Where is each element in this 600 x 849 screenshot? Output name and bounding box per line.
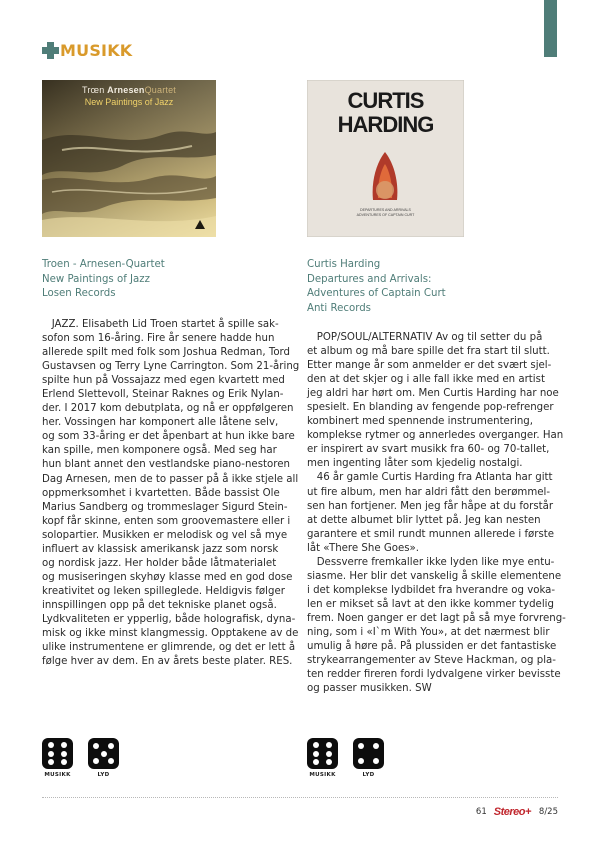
album-cover-art-2 (307, 80, 464, 237)
body-line: Dag Arnesen, men de to passer på å ikke stjele all (42, 473, 299, 485)
body-line: spesielt. En blanding av fengende pop-refrenger (307, 402, 554, 414)
rating-label: LYD (97, 772, 110, 778)
rating-block-2 (307, 738, 399, 778)
body-line: Erlend Slettevoll, Steinar Raknes og Erik Nylan- (42, 389, 284, 401)
body-line: kreativitet og leken spilleglede. Heldigvis følger (42, 585, 285, 597)
section-title: MUSIKK (60, 41, 133, 60)
issue-number: 8/25 (538, 807, 558, 817)
dice-pip (358, 743, 364, 749)
body-line: oppmerksomhet i kvartetten. Både bassist Ole (42, 487, 280, 499)
body-line: er inspirert av svart musikk fra 60- og 70-tallet, (307, 444, 550, 456)
body-line: POP/SOUL/ALTERNATIV Av og til setter du på (307, 332, 543, 343)
cover-artist-line (42, 85, 216, 95)
record-label: Anti Records (307, 302, 371, 314)
body-line: i det komplekse lydbildet fra hverandre og voka- (307, 584, 556, 596)
dice-pip (93, 758, 99, 764)
dice-pip (326, 742, 332, 748)
dice-pip (373, 758, 379, 764)
body-line: garantere et smil rundt munnen allerede i første (307, 528, 555, 540)
body-line: innspillingen opp på det tekniske planet også. (42, 599, 277, 611)
body-line: influert av klassisk amerikansk jazz som norsk (42, 543, 279, 555)
dice-pip (313, 751, 319, 757)
artist-name: Curtis Harding (307, 259, 381, 270)
body-line: solopartier. Musikken er melodisk og vel så mye (42, 529, 288, 541)
record-label: Losen Records (42, 288, 116, 300)
body-line: at dette albumet blir lyttet på. Jeg kan nesten (307, 514, 541, 526)
body-line: kan spille, men komponere også. Med seg har (42, 445, 277, 457)
cover-title-line1: CURTIS (347, 88, 424, 113)
album-title: Departures and Arrivals: (307, 273, 432, 285)
cover-album-title: New Paintings of Jazz (84, 97, 174, 107)
dice-pip (358, 758, 364, 764)
dice-pip (48, 759, 54, 765)
cover-subtitle-1: DEPARTURES AND ARRIVALS (360, 208, 411, 212)
cover-artist-3: Quartet (144, 85, 176, 95)
body-line: og nordisk jazz. Her holder både låtmaterialet (42, 557, 277, 569)
body-line: frem. Noen ganger er det lagt på så mye forvreng- (307, 612, 566, 624)
body-line: ning, som i «I`m With You», at det nærmest blir (307, 626, 550, 638)
review-body-2 (307, 331, 566, 696)
body-line: Lydkvaliteten er ypperlig, både holografisk, dyna- (42, 613, 296, 625)
body-line: sen han fortjener. Men jeg får håpe at du forstår (307, 500, 554, 512)
body-line: den at det skjer og i alle fall ikke med en artist (307, 374, 545, 386)
artist-name: Troen - Arnesen-Quartet (42, 259, 165, 270)
dice-pip (373, 743, 379, 749)
rating-music (42, 738, 73, 778)
body-line: Dessverre fremkaller ikke lyden like mye entu- (307, 556, 555, 568)
body-line: hun blant annet den vestlandske piano-nestoren (42, 459, 290, 471)
dice-pip (48, 742, 54, 748)
rating-music (307, 738, 338, 778)
dice-pip (61, 751, 67, 757)
plus-icon (42, 42, 59, 59)
body-line: allerede spilt med folk som Joshua Redman, Tord (42, 347, 291, 359)
dice-pip (326, 759, 332, 765)
body-line: kombinert med spennende instrumentering, (307, 416, 534, 428)
dice-pip (93, 743, 99, 749)
body-line: Gustavsen og Terry Lyne Carrington. Som 21-åring (42, 361, 300, 373)
dice-pip (326, 751, 332, 757)
review-body-1 (42, 318, 300, 669)
body-line: sofon som 16-åring. Fire år senere hadde hun (42, 333, 275, 345)
page-footer (476, 806, 558, 818)
top-edge-tab (544, 0, 557, 57)
body-line: umulig å høre på. På plussiden er det fantastiske (307, 641, 557, 653)
body-line: Marius Sandberg og trommeslager Sigurd Stein- (42, 501, 288, 513)
review-meta-2 (307, 258, 446, 316)
album-title: New Paintings of Jazz (42, 273, 150, 285)
dice-pip (61, 742, 67, 748)
review-meta-1 (42, 258, 165, 302)
dice-pip (313, 759, 319, 765)
body-line: der. I 2017 kom debutplata, og nå er oppfølgeren (42, 403, 294, 415)
magazine-logo: Stereo+ (493, 806, 531, 818)
dice-pip (108, 758, 114, 764)
body-line: her. Vossingen har komponert alle låtene selv, (42, 417, 279, 429)
rating-label: MUSIKK (309, 772, 336, 778)
cover-artist-1: Trœn (81, 85, 105, 95)
body-line: siasme. Her blir det vanskelig å skille elementene (307, 570, 562, 582)
body-line: jeg aldri har hørt om. Men Curtis Harding har noe (307, 388, 559, 400)
section-header (42, 41, 132, 60)
body-line: strykearrangementer av Steve Hackman, og pla- (307, 655, 556, 667)
dice-pip (101, 751, 107, 757)
dice-icon (88, 738, 119, 769)
cover-artist-2: Arnesen (107, 85, 145, 95)
body-line: Etter mange år som anmelder er det svært sjel- (307, 360, 552, 372)
dice-icon (353, 738, 384, 769)
body-line: 46 år gamle Curtis Harding fra Atlanta har gitt (307, 472, 553, 484)
body-line: spilte hun på Vossajazz med egen kvartett med (42, 375, 285, 387)
body-line: låt «There She Goes». (307, 542, 420, 554)
body-line: et album og må bare spille det fra start til slutt. (307, 346, 550, 358)
body-line: ulike instrumentene er glimrende, og det er lett å (42, 642, 296, 654)
body-line: misk og ikke minst klangmessig. Opptakene av de (42, 628, 299, 640)
album-cover-curtis-harding (307, 80, 464, 237)
rating-sound (88, 738, 119, 778)
album-cover-troen-arnesen (42, 80, 216, 237)
body-line: komplekse rytmer og annerledes overganger. Han (307, 430, 564, 442)
dice-pip (313, 742, 319, 748)
body-line: og musiseringen skyhøy klasse med en god dose (42, 571, 293, 583)
page-number: 61 (475, 807, 487, 817)
album-subtitle: Adventures of Captain Curt (307, 288, 446, 300)
footer-divider (42, 797, 558, 798)
body-line: JAZZ. Elisabeth Lid Troen startet å spille sak- (42, 319, 279, 330)
dice-pip (48, 751, 54, 757)
dice-pip (108, 743, 114, 749)
cover-subtitle-2: ADVENTURES OF CAPTAIN CURT (356, 213, 415, 217)
dice-icon (42, 738, 73, 769)
body-line: og passer musikken. SW (307, 683, 432, 695)
cover-title-line2: HARDING (337, 112, 434, 137)
rating-sound (353, 738, 384, 778)
body-line: ut fire album, men har aldri fått den berømmel- (307, 486, 551, 498)
body-line: men ingenting låter som kjedelig nostalgi. (307, 458, 523, 470)
dice-pip (61, 759, 67, 765)
rating-block-1 (42, 738, 134, 778)
rating-label: LYD (362, 772, 375, 778)
rating-label: MUSIKK (44, 772, 71, 778)
dice-icon (307, 738, 338, 769)
body-line: og som 33-åring er det åpenbart at hun ikke bare (42, 431, 295, 443)
body-line: kopf får skinne, enten som groovemastere eller i (42, 515, 291, 527)
body-line: ten redder fireren fordi lydvalgene virker bevisste (307, 669, 561, 681)
body-line: følge hver av dem. En av årets beste plater. RES. (42, 656, 293, 668)
body-line: len er mikset så lavt at den ikke kommer tydelig (307, 598, 554, 610)
